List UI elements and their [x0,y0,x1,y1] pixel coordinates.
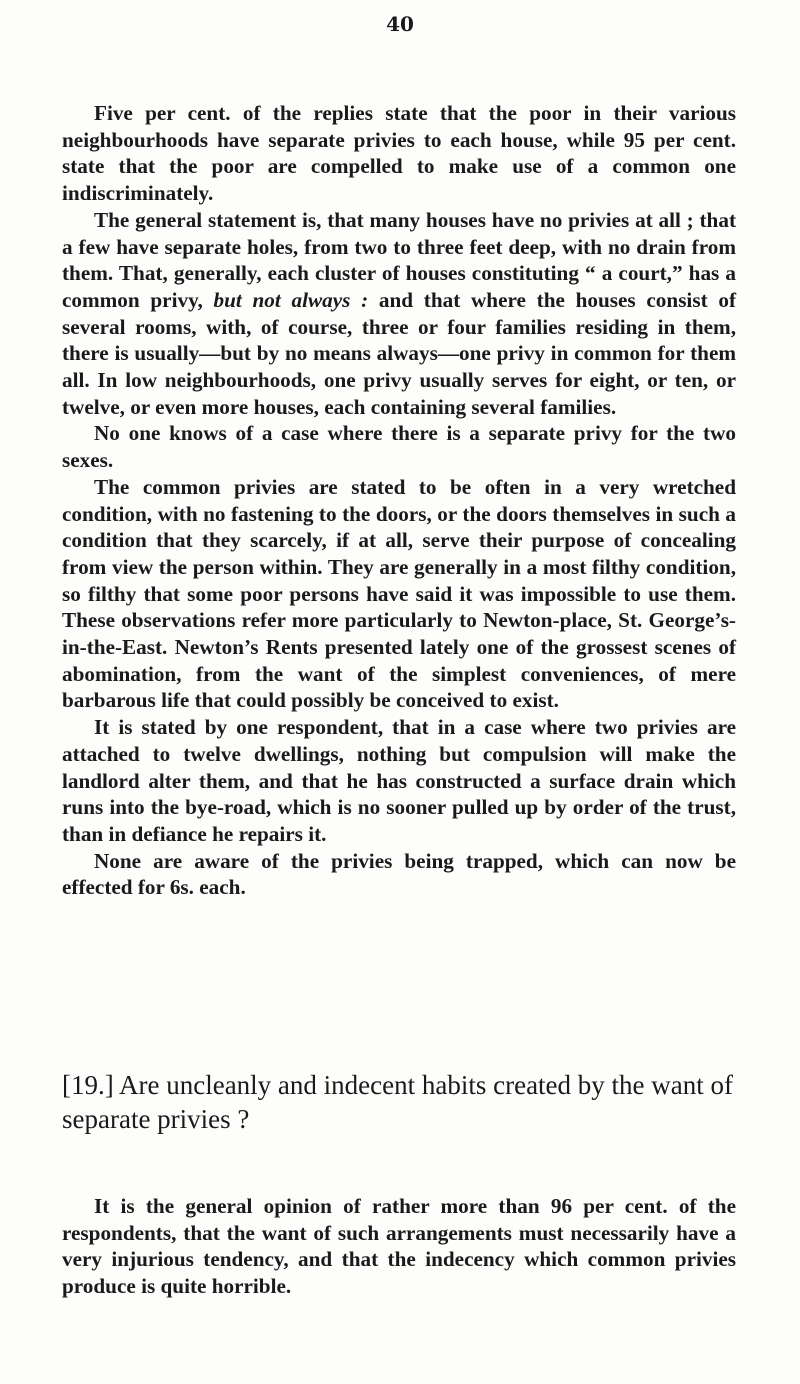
paragraph-2-before: The general statement is, that many houses have no privies at all ; that a few have separate holes, from two to three feet deep, with no drain from them. That, generally, each cluster of houses constituting “ a court,” has a common privy, [62,207,736,312]
paragraph-3: No one knows of a case where there is a separate privy for the two sexes. [62,421,736,473]
paragraph-4: The common privies are stated to be often in a very wretched condition, with no fastening to the doors, or the doors themselves in such a condition that they scarcely, if at all, serve their purpose of concealing from view the person within. They are generally in a most filthy condition, so filthy that some poor persons have said it was impossible to use them. These observations refer more particularly to Newton-place, St. George’s-in-the-East. Newton’s Rents presented lately one of the grossest scenes of abomination, from the want of the simplest conveniences, of mere barbarous life that could possibly be conceived to exist. [62,474,736,713]
paragraph-6: None are aware of the privies being trapped, which can now be effected for 6s. each. [62,848,736,900]
question-text: Are uncleanly and indecent habits created by the want of separate privies ? [62,1070,733,1134]
paragraph-1: Five per cent. of the replies state that the poor in their various neighbourhoods have separate privies to each house, while 95 per cent. state that the poor are compelled to make use of a common one indiscriminately. [62,101,736,206]
paragraph-2 [62,207,736,421]
body-text [62,100,736,901]
paragraph-2-emphasis: but not always : [213,287,369,312]
question-heading [62,1068,742,1136]
page-number: 40 [386,12,414,36]
answer-text [62,1193,736,1300]
answer-paragraph: It is the general opinion of rather more than 96 per cent. of the respondents, that the want of such arrangements must necessarily have a very injurious tendency, and that the indecency which common privies produce is quite horrible. [62,1194,736,1299]
question-number: [19.] [62,1070,114,1100]
paragraph-2-after: and that where the houses consist of several rooms, with, of course, three or four families residing in them, there is usually—but by no means always—one privy in common for them all. In low neighbourhoods, one privy usually serves for eight, or ten, or twelve, or even more houses, each containing several families. [62,287,737,419]
paragraph-5: It is stated by one respondent, that in a case where two privies are attached to twelve dwellings, nothing but compulsion will make the landlord alter them, and that he has constructed a surface drain which runs into the bye-road, which is no sooner pulled up by order of the trust, than in defiance he repairs it. [62,715,736,846]
